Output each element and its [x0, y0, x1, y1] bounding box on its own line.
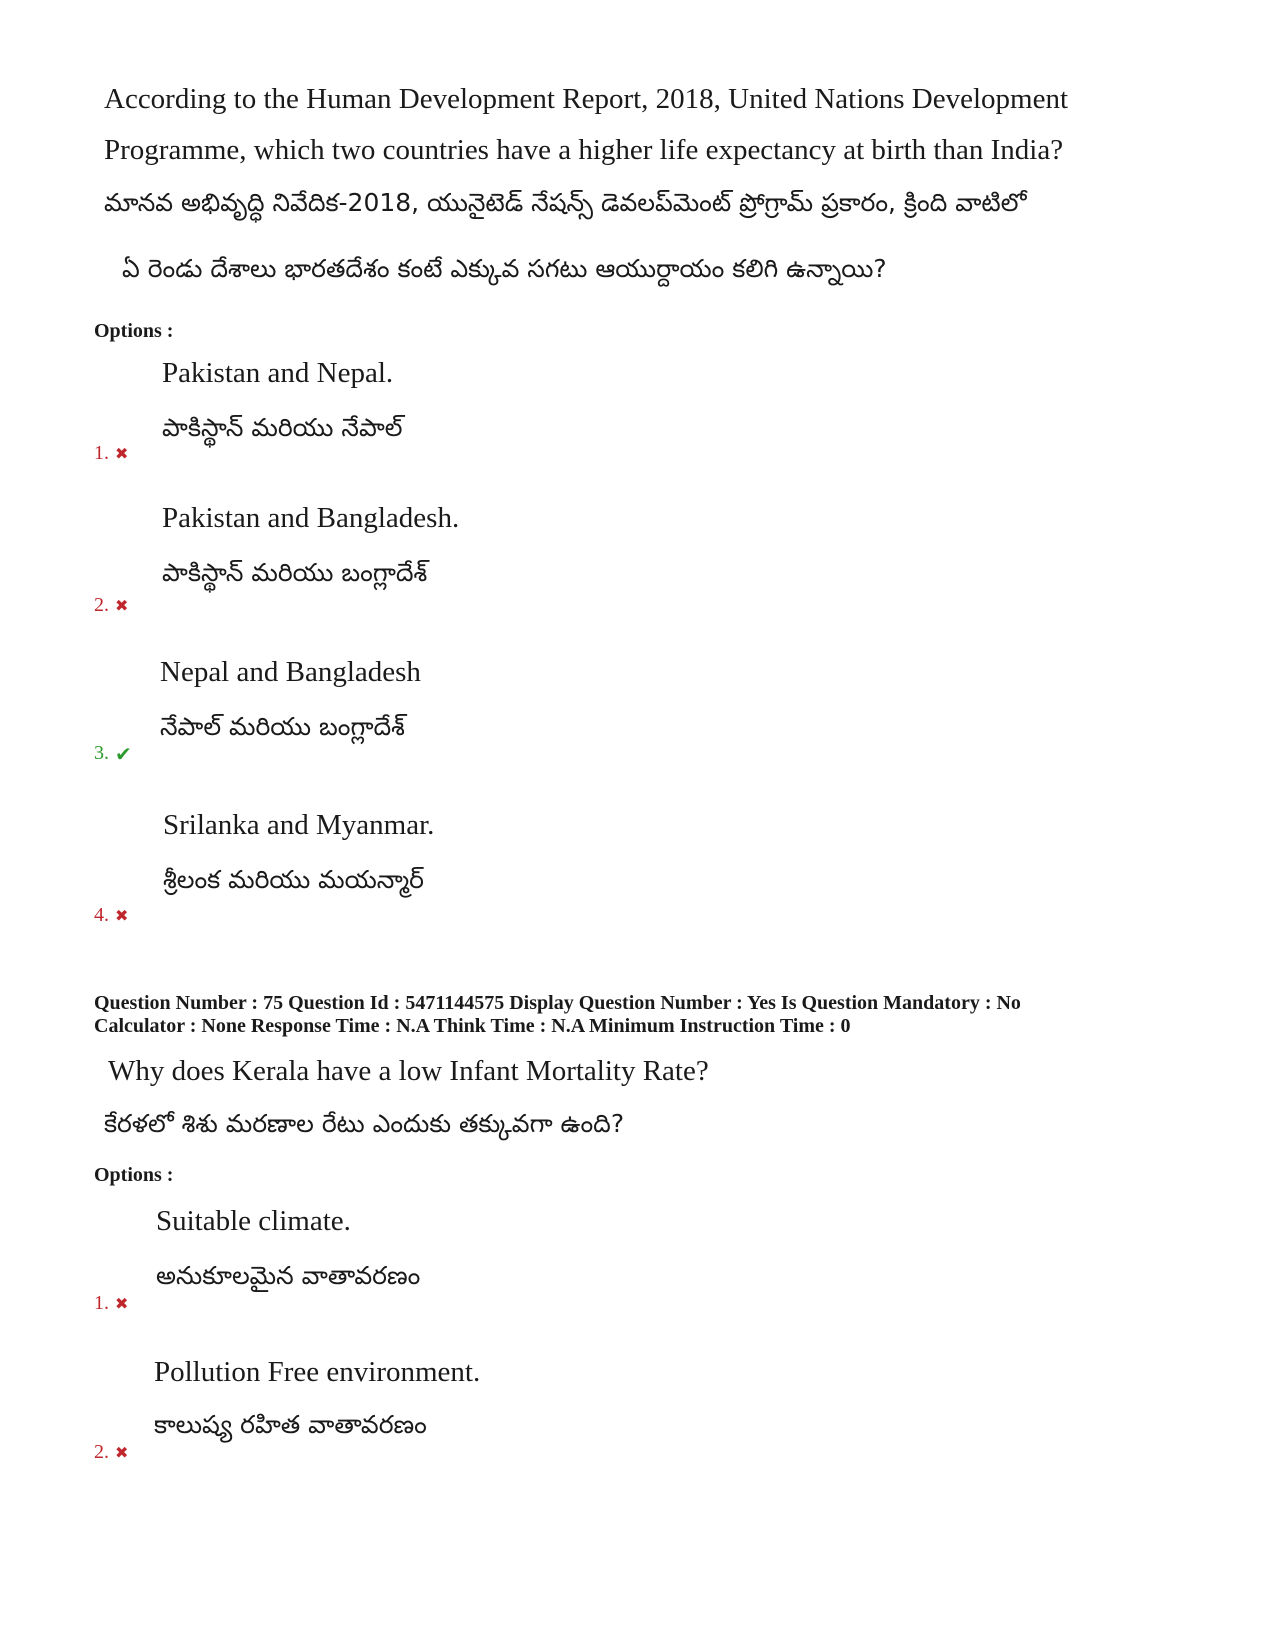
question-text-te-line1: మానవ అభివృద్ధి నివేదిక-2018, యునైటెడ్ నేషన్స్ డెవలప్‌మెంట్ ప్రోగ్రామ్ ప్రకారం, క్రింది వాటిలో	[104, 188, 1027, 217]
option-number	[94, 442, 128, 465]
option-text-te: పాకిస్థాన్ మరియు బంగ్లాదేశ్	[162, 558, 428, 587]
option-number-label: 2.	[94, 594, 109, 616]
cross-icon: ✖	[115, 443, 129, 463]
question-meta-line1: Question Number : 75 Question Id : 5471144575 Display Question Number : Yes Is Question Mandatory : No	[94, 992, 1021, 1014]
option-number	[94, 742, 132, 765]
cross-icon: ✖	[115, 905, 129, 925]
option-text-te: శ్రీలంక మరియు మయన్మార్	[163, 865, 424, 894]
cross-icon: ✖	[115, 595, 129, 615]
option-number	[94, 1441, 128, 1464]
option-text-en: Srilanka and Myanmar.	[163, 809, 435, 841]
option-number-label: 2.	[94, 1441, 109, 1463]
question-text-te-line2: ఏ రెండు దేశాలు భారతదేశం కంటే ఎక్కువ సగటు ఆయుర్దాయం కలిగి ఉన్నాయి?	[122, 254, 887, 283]
option-text-en: Nepal and Bangladesh	[160, 656, 421, 688]
option-text-te: అనుకూలమైన వాతావరణం	[156, 1261, 421, 1290]
question-text-en-line1: According to the Human Development Report, 2018, United Nations Development	[104, 83, 1069, 115]
question-text-te: కేరళలో శిశు మరణాల రేటు ఎందుకు తక్కువగా ఉంది?	[104, 1109, 625, 1138]
option-text-en: Suitable climate.	[156, 1205, 351, 1237]
option-text-en: Pakistan and Bangladesh.	[162, 502, 460, 534]
question-text-en-line2: Programme, which two countries have a higher life expectancy at birth than India?	[104, 134, 1064, 166]
option-number-label: 1.	[94, 1292, 109, 1314]
option-text-te: కాలుష్య రహిత వాతావరణం	[154, 1410, 427, 1439]
option-number-label: 4.	[94, 904, 109, 926]
question-meta-line2: Calculator : None Response Time : N.A Think Time : N.A Minimum Instruction Time : 0	[94, 1015, 851, 1037]
option-number-label: 3.	[94, 742, 109, 764]
option-number	[94, 1292, 128, 1315]
cross-icon: ✖	[115, 1293, 129, 1313]
options-label: Options :	[94, 320, 174, 342]
cross-icon: ✖	[115, 1442, 129, 1462]
check-icon: ✔	[115, 741, 132, 766]
option-number	[94, 594, 128, 617]
option-text-en: Pollution Free environment.	[154, 1356, 481, 1388]
option-text-te: నేపాల్ మరియు బంగ్లాదేశ్	[160, 712, 405, 741]
option-number-label: 1.	[94, 442, 109, 464]
option-text-te: పాకిస్థాన్ మరియు నేపాల్	[162, 413, 403, 442]
question-text-en: Why does Kerala have a low Infant Mortality Rate?	[108, 1055, 709, 1087]
option-number	[94, 904, 128, 927]
options-label: Options :	[94, 1164, 174, 1186]
option-text-en: Pakistan and Nepal.	[162, 357, 394, 389]
